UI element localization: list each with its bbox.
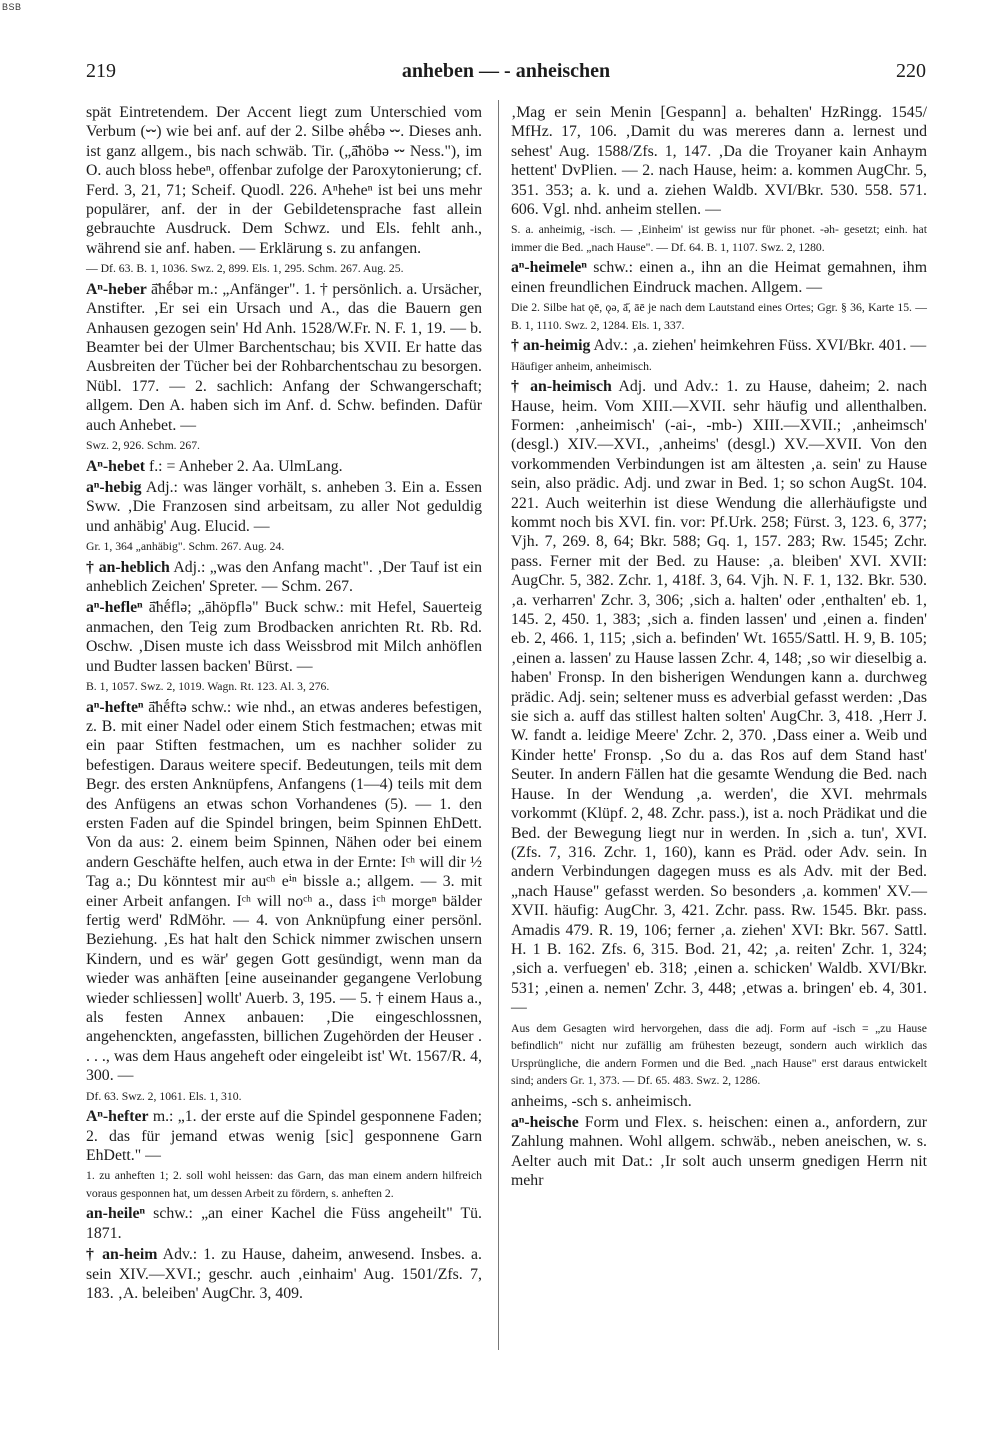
entry-lemma: aⁿ-heische: [511, 1113, 579, 1131]
reference-note: [511, 221, 927, 256]
entry-lemma: † an-heim: [86, 1246, 158, 1264]
entry-lemma: aⁿ-hebig: [86, 478, 142, 496]
reference-note: [86, 1167, 482, 1202]
dictionary-entry: [86, 1245, 482, 1303]
entry-text: anheims, -sch s. anheimisch.: [511, 1092, 692, 1110]
reference-note: [86, 260, 482, 278]
reference-note: [86, 678, 482, 696]
entry-text: Adv.: 1. zu Hause, daheim, anwesend. Insbes. a. sein XIV.—XVI.; geschr. auch ‚einhaim' Aug. 1501/Zfs. 7, 183. ‚A. beleiben' AugChr. 3, 409.: [86, 1246, 482, 1303]
dictionary-entry: [86, 698, 482, 1086]
entry-text: ā̆hḗftə schw.: wie nhd., an etwas anderes befestigen, z. B. mit einer Nadel oder einem Stich festmachen; etwas mit ein paar Stiften festmachen, um es nachher solider zu befestigen. Daraus weitere specif. Bedeutungen, teils mit dem Begr. des ersten Anknüpfens, Anfangens (1—4) teils mit dem des Anfügens an etwas schon Vorhandenes (5). — 1. den ersten Faden auf die Spindel bringen, beim Spinnen EhDett. Von da aus: 2. einem beim Spinnen, Nähen oder bei einem andern Geschäfte helfen, auch etwa in der Ernte: Iᶜʰ will dir ½ Tag a.; Du könntest mir auᶜʰ eⁱⁿ bissle a.; allgem. — 3. mit einer Arbeit anfangen. Iᶜʰ will noᶜʰ a., dass iᶜʰ morgeⁿ bälder fertig werd' RdMöhr. — 4. von Anknüpfung einer persönl. Beziehung. ‚Es hat halt den Schick nimmer zwischen unsern Kindern, und es wär' gegen Gott gesündigt, wenn man da wieder was anhäften [eine auseinander gegangene Verlobung wieder schliessen] wollt' Auerb. 3, 195. — 5. † einem Haus a., als festen Annex anbauen: ‚Die eingeschlossnen, angehenckten, angefassten, billichen Zugehörden der Heuser . . . ., was dem Haus angeheft oder eingeleibt ist' Wt. 1567/R. 4, 300. —: [86, 698, 482, 1085]
entry-text: schw.: „an einer Kachel die Füss angeheilt" Tü. 1871.: [86, 1205, 482, 1242]
library-stamp: BSB: [2, 2, 22, 12]
entry-text: spät Eintretendem. Der Accent liegt zum Unterschied vom Verbum (⏑⏑) wie bei anf. auf der 2. Silbe əhḗbə ⏑⏑. Dieses anh. ist ganz allgem., bis nach schwäb. Tir. („ā̆höbə ⏑⏑ Ness."), im O. auch bloss hebeⁿ, offenbar zufolge der Paroxytonierung; cf. Ferd. 3, 21, 71; Scheif. Quodl. 226. Aⁿheheⁿ ist bei uns mehr populärer, anf. der in der Gebildetensprache fast allein gebrauchte Ausdruck. Dem Schwz. und Els. fehlt anh., während sie anf. haben. — Erklärung s. zu anfangen.: [86, 104, 482, 257]
entry-lemma: Aⁿ-hefter: [86, 1108, 149, 1126]
reference-text: Swz. 2, 926. Schm. 267.: [86, 439, 200, 452]
dictionary-entry: [86, 1107, 482, 1165]
column-divider: [498, 100, 499, 1350]
dictionary-entry: [86, 280, 482, 435]
entry-text: ‚Mag er sein Menin [Gespann] a. behalten' HzRingg. 1545/ MfHz. 17, 106. ‚Damit du was mereres dann a. lernest und sehest' Aug. 1588/Zfs. 1, 147. ‚Da die Troyaner kain Anhaym hettent' DvPlien. — 2. nach Hause, heim: a. kommen AugChr. 5, 351. 353; a. k. und a. ziehen Waldb. XVI/Bkr. 530. 558. 571. 606. Vgl. nhd. anheim stellen. —: [511, 104, 927, 219]
entry-lemma: † an-heimig: [511, 337, 591, 355]
reference-note: [511, 299, 927, 334]
entry-lemma: Aⁿ-heber: [86, 280, 147, 298]
right-column: [511, 103, 927, 1193]
reference-text: 1. zu anheften 1; 2. soll wohl heissen: das Garn, das man einem andern hilfreich voraus gesponnen hat, um dessen Arbeit zu fördern, s. anheften 2.: [86, 1169, 482, 1200]
dictionary-entry: [86, 478, 482, 536]
reference-note: [86, 437, 482, 455]
reference-text: Aus dem Gesagten wird hervorgehen, dass die adj. Form auf -isch = „zu Hause befindlich" nicht nur zufällig am frühesten bezeugt, sondern auch wirklich das Ursprüngliche, die andern Formen und die Bed. „nach Hause" erst daraus entwickelt sind; anders Gr. 1, 373. — Df. 65. 483. Swz. 2, 1286.: [511, 1021, 927, 1088]
reference-text: Die 2. Silbe hat ǫē, ǫə, ā̆, āē je nach dem Lautstand eines Ortes; Ggr. § 36, Karte 15. — B. 1, 1110. Swz. 2, 1284. Els. 1, 337.: [511, 301, 927, 332]
reference-text: Häufiger anheim, anheimisch.: [511, 359, 652, 373]
reference-text: S. a. anheimig, -isch. — ‚Einheim' ist gewiss nur für phonet. -əh- gesetzt; einh. hat immer die Bed. „nach Hause". — Df. 64. B. 1, 1107. Swz. 2, 1280.: [511, 223, 927, 254]
entry-lemma: Aⁿ-hebet: [86, 457, 146, 475]
dictionary-entry: [86, 103, 482, 258]
reference-note: [511, 1020, 927, 1090]
entry-lemma: aⁿ-heimeleⁿ: [511, 259, 587, 277]
dictionary-entry: [86, 558, 482, 597]
reference-text: Df. 63. Swz. 2, 1061. Els. 1, 310.: [86, 1089, 242, 1103]
dictionary-entry: [511, 103, 927, 219]
page-header: [86, 60, 926, 90]
entry-lemma: an-heileⁿ: [86, 1205, 146, 1223]
entry-text: Adj. und Adv.: 1. zu Hause, daheim; 2. nach Hause, heim. Vom XIII.—XVII. sehr häufig und allenthalben. Formen: ‚anheimisch' (-ai-, -mb-) XIII.—XVII.; ‚anheimsch' (desgl.) XIV.—XVI., ‚anheims' (desgl.) XV.—XVII. Von den vorkommenden Verbindungen ist am ältesten ‚a. sein' zu Hause sein, also prädic. Adj. und zwar in Bed. 1; so schon AugSt. 104. 221. Auch weiterhin ist diese Wendung die allerhäufigste und kommt noch bis XVI. fin. vor: Pf.Urk. 258; Fürst. 3, 123. 6, 377; Vjh. 7, 269. 8, 64; Bkr. 588; Gq. 1, 157. 283; Rw. 1545; Zchr. pass. Ferner mit der Bed. zu Hause: ‚a. bleiben' XVI. XVII: AugChr. 5, 382. Zchr. 1, 418f. 3, 64. Vjh. N. F. 1, 132. Bkr. 530. ‚a. verharren' Zchr. 3, 306; ‚sich a. halten' oder ‚enthalten' eb. 1, 145. 2, 450. 1, 383; ‚sich a. finden lassen' und ‚einen a. finden' eb. 2, 466. 1, 115; ‚sich a. befinden' Wt. 1655/Sattl. H. 9, B. 105; ‚einen a. lassen' zu Hause lassen Zchr. 4, 148; ‚so wir dieselbig a. haben' Fronsp. In den bisherigen Wendungen kann a. durchweg prädic. Adj. sein; seltener muss es adverbial gefasst werden: ‚Das sie sich a. auff das stillest halten solten' AugChr. 3, 418. ‚Herr J. W. fandt a. leidige Meere' Zchr. 2, 370. ‚Dass einer a. Weib und Kinder hette' Fronsp. ‚So du a. das Ros auf dem Stand hast' Seuter. In andern Fällen hat die gesamte Wendung die Bed. nach Hause. In der Wendung ‚a. werden', die XVI. mehrmals vorkommt (Klüpf. 2, 48. Zchr. pass.), ist a. noch Prädikat und die Bed. der Bewegung liegt nur in werden. In ‚sich a. tun', XVI. (Zfs. 7, 316. Zchr. 1, 160), kann es Präd. oder Adv. sein. In andern Verbindungen dagegen muss es als Adv. mit der Bed. „nach Hause" gefasst werden. So besonders ‚a. kommen' XV.—XVII. häufig: AugChr. 3, 421. Zchr. pass. Rw. 1545. Bkr. pass. Amadis 479. R. 19, 106; ferner ‚a. ziehen' XVI: Bkr. 567. Sattl. H. 1 B. 162. Zfs. 6, 315. Bod. 21, 42; ‚a. reiten' Zchr. 1, 324; ‚sich a. verfuegen' eb. 318; ‚einen a. schicken' Waldb. XVI/Bkr. 531; ‚einen a. nemen' Zchr. 3, 448; ‚etwas a. bringen' eb. 4, 301. —: [511, 378, 927, 1017]
page-number-left: 219: [86, 60, 116, 82]
dictionary-entry: [511, 1092, 927, 1111]
dictionary-entry: [511, 1113, 927, 1191]
dictionary-entry: [86, 1204, 482, 1243]
running-headwords: anheben — - anheischen: [401, 60, 611, 82]
entry-lemma: aⁿ-hefteⁿ: [86, 698, 144, 716]
page-number-right: 220: [896, 60, 926, 82]
dictionary-entry: [511, 258, 927, 297]
entry-text: Adv.: ‚a. ziehen' heimkehren Füss. XVI/Bkr. 401. —: [590, 337, 927, 355]
entry-lemma: † an-heblich: [86, 558, 170, 576]
entry-text: Adj.: was länger vorhält, s. anheben 3. Ein a. Essen Sww. ‚Die Franzosen sind arbeitsam, zu aller Not geduldig und anhäbig' Aug. Elucid. —: [86, 478, 482, 535]
entry-text: schw.: einen a., ihn an die Heimat gemahnen, ihm einen freundlichen Eindruck machen. Allgem. —: [511, 259, 927, 296]
left-column: [86, 103, 482, 1305]
entry-text: f.: = Anheber 2. Aa. UlmLang.: [145, 457, 343, 475]
dictionary-entry: [511, 336, 927, 355]
entry-text: ā̆hḗflə; „āhöpflə" Buck schw.: mit Hefel, Sauerteig anmachen, den Teig zum Brodbacken anrichten Rt. Rb. Rd. Oschw. ‚Disen muste ich dass Weissbrod mit Milch anhöflen und Budter lassen backen' Bürst. —: [86, 599, 482, 675]
reference-note: [86, 1088, 482, 1106]
reference-text: B. 1, 1057. Swz. 2, 1019. Wagn. Rt. 123. Al. 3, 276.: [86, 680, 330, 694]
entry-text: Form und Flex. s. heischen: einen a., anfordern, zur Zahlung mahnen. Wohl allgem. schwäb., neben aneischen, w. s. Aelter auch mit Dat.: ‚Ir solt auch unserm gnedigen Herrn nit mehr: [511, 1113, 927, 1190]
entry-lemma: aⁿ-hefleⁿ: [86, 599, 143, 617]
entry-text: Adj.: „was den Anfang macht". ‚Der Tauf ist ein anheblich Zeichen' Spreter. — Schm. 267.: [86, 558, 483, 596]
reference-text: Gr. 1, 364 „anhäbig". Schm. 267. Aug. 24.: [86, 540, 285, 554]
entry-lemma: † an-heimisch: [511, 378, 612, 396]
entry-text: m.: „1. der erste auf die Spindel gesponnene Faden; 2. das für jemand etwas wenig [sic] gesponnene Garn EhDett." —: [86, 1108, 482, 1164]
dictionary-entry: [86, 457, 482, 476]
dictionary-entry: [511, 377, 927, 1017]
reference-note: [511, 358, 927, 376]
reference-text: — Df. 63. B. 1, 1036. Swz. 2, 899. Els. 1, 295. Schm. 267. Aug. 25.: [86, 262, 404, 276]
reference-note: [86, 538, 482, 556]
dictionary-entry: [86, 598, 482, 676]
entry-text: ā̆hḗbər m.: „Anfänger". 1. † persönlich. a. Ursächer, Anstifter. ‚Er sei ein Ursach und A., das die Bauern gen Anhausen gezogen sein' Hd Anh. 1528/W.Fr. N. F. 1, 19. — b. Beamter bei der Ulmer Barchentschau; bis XVII. Er hatte das Ausbreiten der Tücher bei der Rohbarchentschau zu besorgen. Nübl. 177. — 2. sachlich: Anfang der Schwangerschaft; allgem. Den A. haben sich im Anf. d. Schw. befinden. Dafür auch Anhebet. —: [86, 280, 482, 434]
